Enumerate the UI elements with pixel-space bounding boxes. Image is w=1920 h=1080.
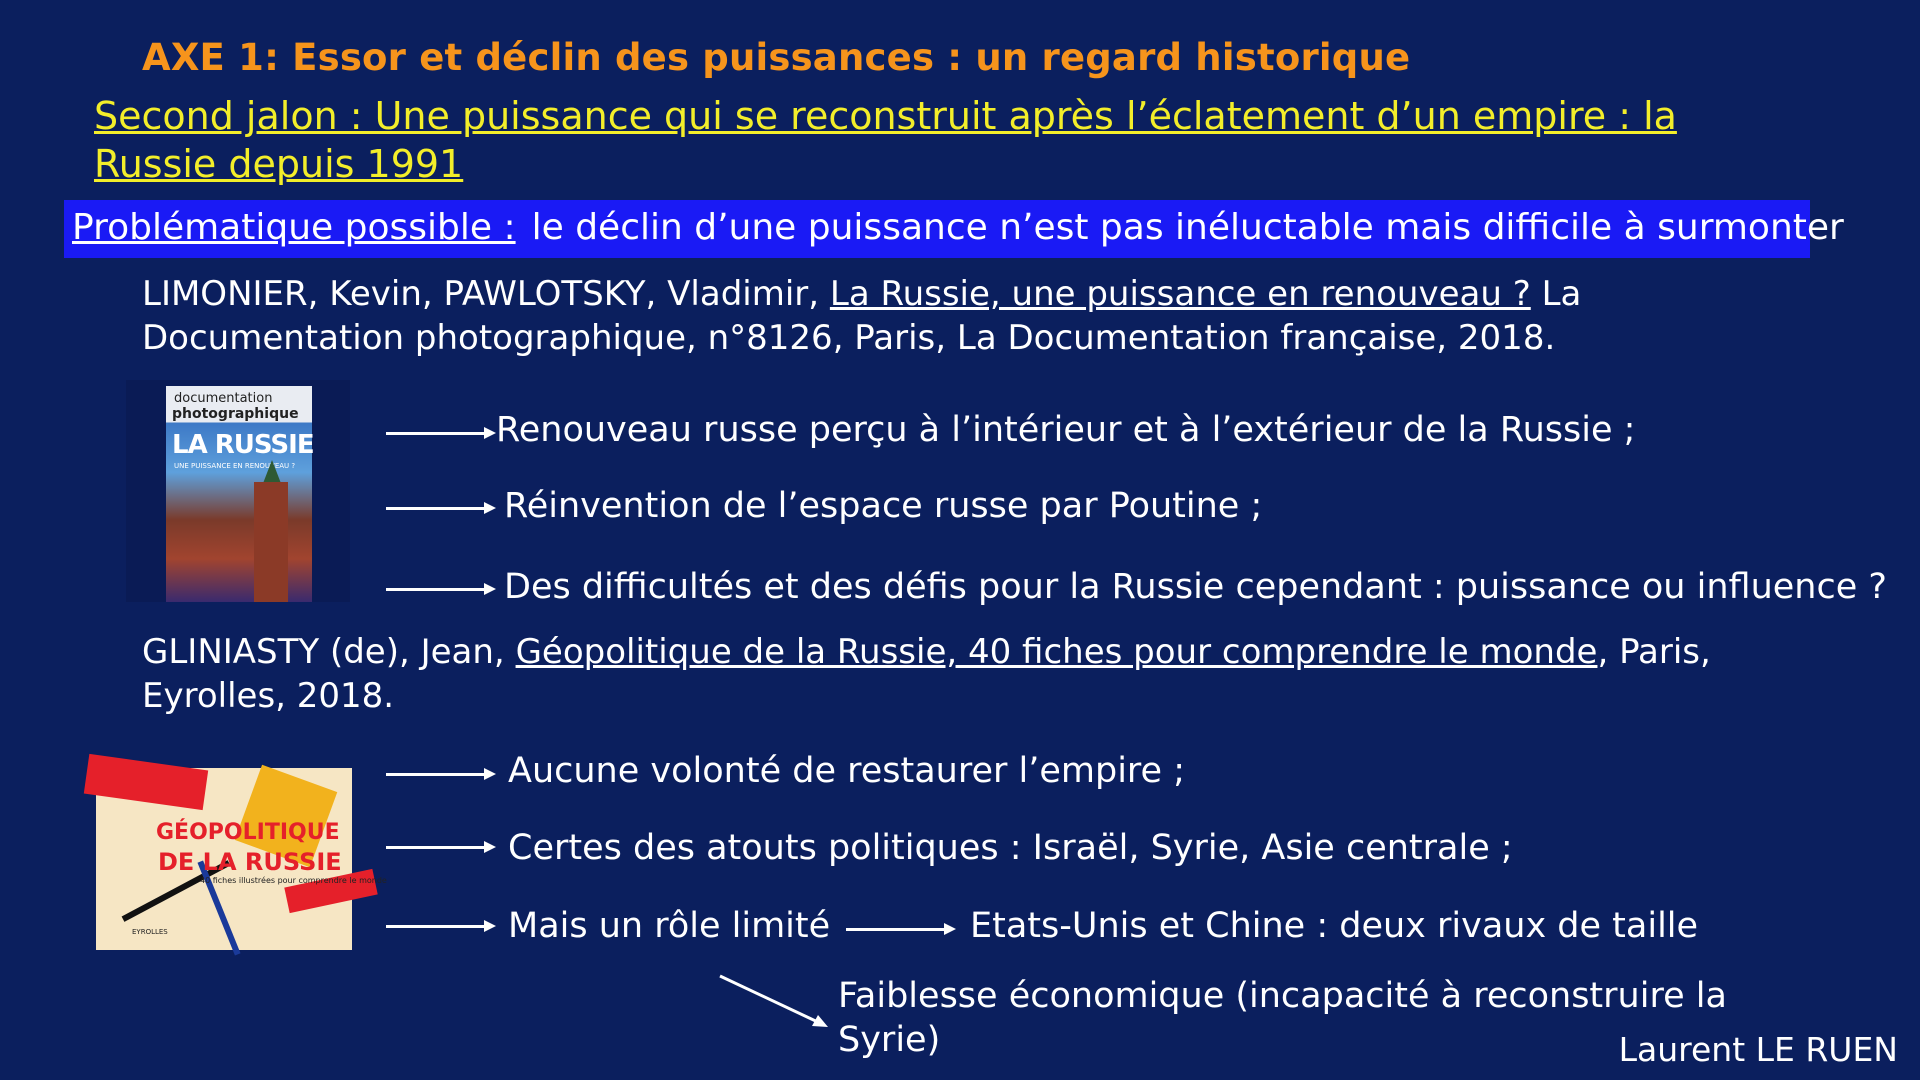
cover-2-line3: 40 fiches illustrées pour comprendre le monde xyxy=(200,876,387,885)
ref1-publication: La Documentation photographique, n°8126, Paris, La Documentation française, 2018. xyxy=(142,274,1582,358)
ref2-point-2: Certes des atouts politiques : Israël, Syrie, Asie centrale ; xyxy=(508,828,1513,868)
cover-1-line4: UNE PUISSANCE EN RENOUVEAU ? xyxy=(174,462,296,470)
arrow-icon xyxy=(386,432,486,435)
problematique-label: Problématique possible : xyxy=(72,207,516,248)
ref1-point-2: Réinvention de l’espace russe par Poutine ; xyxy=(504,486,1263,526)
ref2-point-3: Mais un rôle limité xyxy=(508,906,831,946)
cover-1-line1: documentation xyxy=(174,391,273,406)
ref2-book-title: Géopolitique de la Russie, 40 fiches pour comprendre le monde xyxy=(515,632,1598,672)
ref1-point-3: Des difficultés et des défis pour la Russie cependant : puissance ou influence ? xyxy=(504,567,1887,607)
arrow-icon xyxy=(386,846,486,849)
ref1-authors: LIMONIER, Kevin, PAWLOTSKY, Vladimir, xyxy=(142,274,830,314)
reference-1 xyxy=(142,272,1842,360)
arrow-icon xyxy=(846,928,946,931)
cover-1-image xyxy=(166,386,312,602)
ref2-publication: , Paris, Eyrolles, 2018. xyxy=(142,632,1711,716)
cover-2-line1: GÉOPOLITIQUE xyxy=(156,820,340,845)
ref2-point-1: Aucune volonté de restaurer l’empire ; xyxy=(508,751,1185,791)
arrow-icon xyxy=(386,507,486,510)
slide-subtitle: Second jalon : Une puissance qui se reconstruit après l’éclatement d’un empire : la Russie depuis 1991 xyxy=(94,94,1677,186)
cover-2-shape xyxy=(84,754,208,810)
arrow-icon xyxy=(386,925,486,928)
cover-2-line2: DE LA RUSSIE xyxy=(158,848,342,876)
diagonal-arrow-icon xyxy=(716,970,836,1030)
arrow-icon xyxy=(386,588,486,591)
author-name: Laurent LE RUEN xyxy=(1618,1030,1898,1069)
ref1-point-1: Renouveau russe perçu à l’intérieur et à l’extérieur de la Russie ; xyxy=(496,410,1636,450)
ref2-authors: GLINIASTY (de), Jean, xyxy=(142,632,516,672)
book-cover-1 xyxy=(126,380,350,602)
ref2-sub-point-2: Faiblesse économique (incapacité à reconstruire la Syrie) xyxy=(838,976,1727,1060)
book-cover-2 xyxy=(96,768,387,950)
cover-1-line2: photographique xyxy=(172,406,299,422)
cover-1-line3: LA RUSSIE xyxy=(172,430,314,460)
arrow-icon xyxy=(386,773,486,776)
kremlin-tower xyxy=(254,482,288,602)
problematique xyxy=(72,207,1844,248)
slide-title: AXE 1: Essor et déclin des puissances : un regard historique xyxy=(142,36,1411,79)
ref2-sub-point-1: Etats-Unis et Chine : deux rivaux de taille xyxy=(970,906,1699,946)
ref1-book-title: La Russie, une puissance en renouveau ? xyxy=(829,274,1531,314)
cover-2-line4: EYROLLES xyxy=(132,928,168,936)
problematique-text: le déclin d’une puissance n’est pas inéluctable mais difficile à surmonter xyxy=(531,207,1844,248)
reference-2 xyxy=(142,630,1842,718)
